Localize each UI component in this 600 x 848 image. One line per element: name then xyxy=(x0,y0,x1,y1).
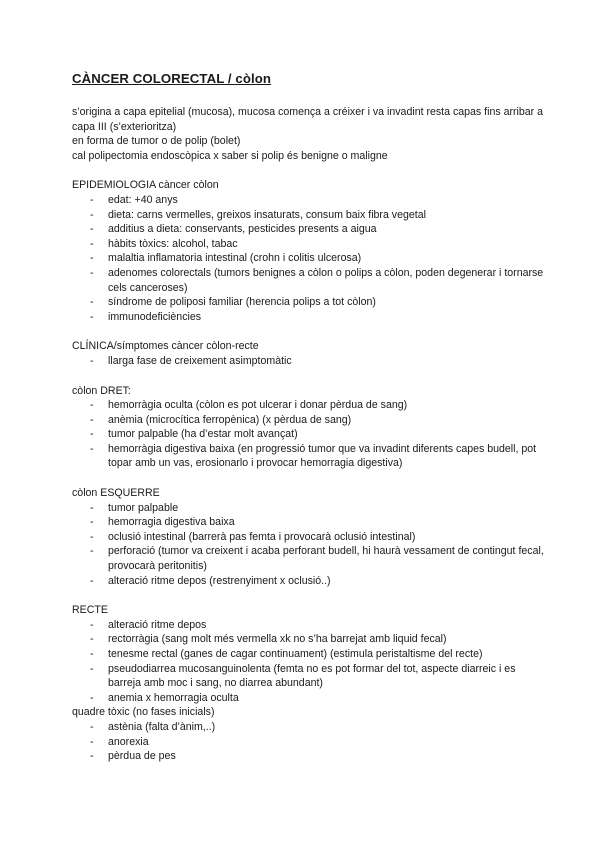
list-item: - hàbits tòxics: alcohol, tabac xyxy=(72,237,550,252)
bullet-list xyxy=(72,720,550,764)
list-item: - hemorragia digestiva baixa xyxy=(72,515,550,530)
section-heading: quadre tòxic (no fases inicials) xyxy=(72,706,215,719)
list-item: - tumor palpable (ha d’estar molt avançat) xyxy=(72,427,550,442)
bullet-list xyxy=(72,618,550,706)
list-item: - síndrome de poliposi familiar (herencia polips a tot còlon) xyxy=(72,295,550,310)
document-title: CÀNCER COLORECTAL / còlon xyxy=(72,71,272,86)
list-item: - anèmia (microcítica ferropènica) (x pèrdua de sang) xyxy=(72,413,550,428)
list-item: - astènia (falta d’ànim,..) xyxy=(72,720,550,735)
list-item: - additius a dieta: conservants, pesticides presents a aigua xyxy=(72,222,550,237)
list-item: - tenesme rectal (ganes de cagar continuament) (estimula peristaltisme del recte) xyxy=(72,647,550,662)
list-item: - hemorràgia oculta (còlon es pot ulcerar i donar pèrdua de sang) xyxy=(72,398,550,413)
bullet-list xyxy=(72,193,550,324)
list-item: - anemia x hemorragia oculta xyxy=(72,691,550,706)
section-heading: CLÍNICA/símptomes càncer còlon-recte xyxy=(72,340,259,353)
section-quadre-toxic xyxy=(72,705,550,763)
list-item: - pèrdua de pes xyxy=(72,749,550,764)
intro-line: cal polipectomia endoscòpica x saber si polip és benigne o maligne xyxy=(72,149,388,162)
list-item: - rectorràgia (sang molt més vermella xk no s’ha barrejat amb liquid fecal) xyxy=(72,632,550,647)
section-clinica xyxy=(72,339,550,368)
list-item: - dieta: carns vermelles, greixos insaturats, consum baix fibra vegetal xyxy=(72,208,550,223)
list-item: - alteració ritme depos (restrenyiment x oclusió..) xyxy=(72,574,550,589)
list-item: - immunodeficiències xyxy=(72,310,550,325)
section-recte xyxy=(72,603,550,705)
bullet-list xyxy=(72,398,550,471)
bullet-list xyxy=(72,354,550,369)
list-item: - hemorràgia digestiva baixa (en progressió tumor que va invadint diferents capes budell, pot topar amb un vas, erosionarlo i provocar hemorragia digestiva) xyxy=(72,442,550,471)
section-heading: còlon DRET: xyxy=(72,384,131,397)
list-item: - llarga fase de creixement asimptomàtic xyxy=(72,354,550,369)
section-heading: EPIDEMIOLOGIA càncer còlon xyxy=(72,179,219,192)
list-item: - edat: +40 anys xyxy=(72,193,550,208)
section-heading: RECTE xyxy=(72,604,108,617)
section-colon-dret xyxy=(72,384,550,472)
list-item: - adenomes colorectals (tumors benignes a còlon o polips a còlon, poden degenerar i tornarse cels canceroses) xyxy=(72,266,550,295)
intro-block xyxy=(72,105,550,163)
list-item: - alteració ritme depos xyxy=(72,618,550,633)
list-item: - pseudodiarrea mucosanguinolenta (femta no es pot formar del tot, aspecte diarreic i es barreja amb moc i sang, no diarrea abundant) xyxy=(72,662,550,691)
section-heading: còlon ESQUERRE xyxy=(72,487,160,500)
bullet-list xyxy=(72,501,550,589)
list-item: - anorexia xyxy=(72,735,550,750)
list-item: - oclusió intestinal (barrerà pas femta i provocarà oclusió intestinal) xyxy=(72,530,550,545)
intro-line: s’origina a capa epitelial (mucosa), mucosa comença a créixer i va invadint resta capas fins arribar a capa III (s’exterioritza) xyxy=(72,106,544,133)
list-item: - perforació (tumor va creixent i acaba perforant budell, hi haurà vessament de contingut fecal, provocarà peritonitis) xyxy=(72,544,550,573)
list-item: - malaltia inflamatoria intestinal (crohn i colitis ulcerosa) xyxy=(72,251,550,266)
intro-line: en forma de tumor o de polip (bolet) xyxy=(72,135,241,148)
section-colon-esquerre xyxy=(72,486,550,588)
list-item: - tumor palpable xyxy=(72,501,550,516)
section-epidemiologia xyxy=(72,178,550,324)
